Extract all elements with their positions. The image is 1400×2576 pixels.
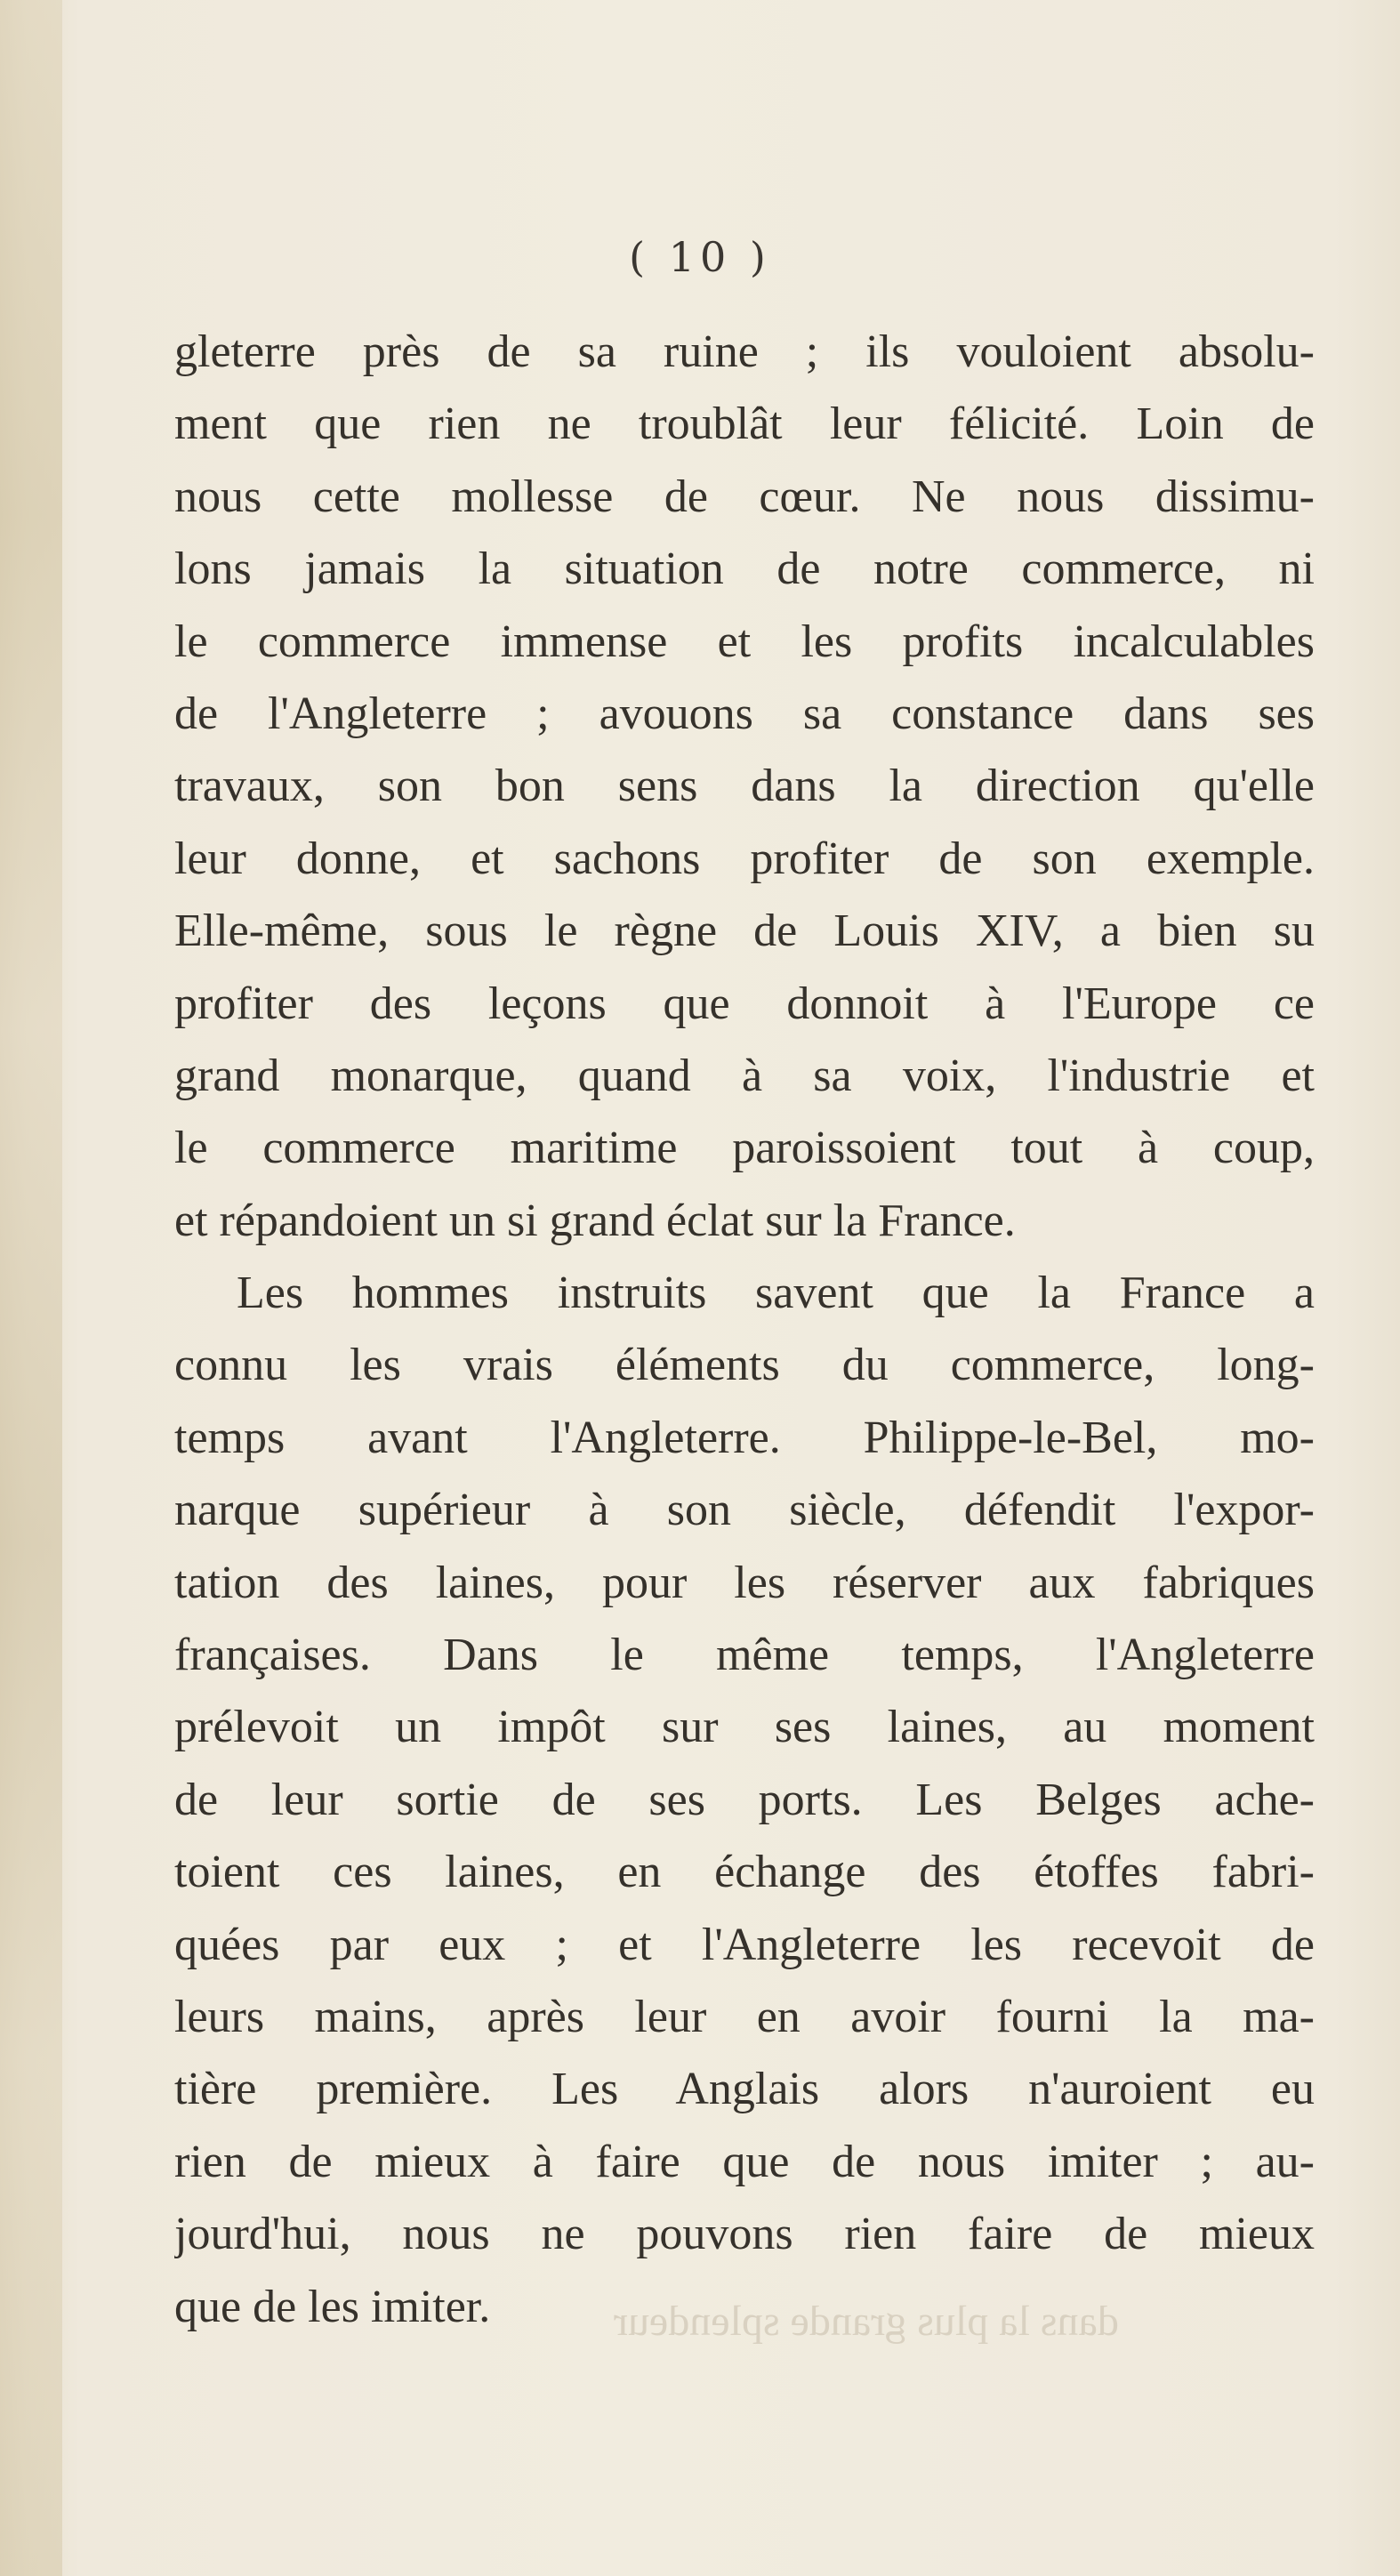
text-line: prélevoit un impôt sur ses laines, au moment [174,1702,1315,1753]
page-gutter-stain [0,0,62,2576]
text-line: le commerce immense et les profits incalculables [174,616,1315,667]
text-line: temps avant l'Angleterre. Philippe-le-Bel, mo- [174,1412,1315,1463]
text-line: toient ces laines, en échange des étoffes fabri- [174,1847,1315,1898]
text-line: tière première. Les Anglais alors n'auroient eu [174,2064,1315,2115]
text-line: jourd'hui, nous ne pouvons rien faire de mieux [174,2209,1315,2260]
text-line: lons jamais la situation de notre commerce, ni [174,543,1315,595]
text-line: gleterre près de sa ruine ; ils vouloient absolu- [174,326,1315,377]
text-line: narque supérieur à son siècle, défendit l'expor- [174,1485,1315,1536]
text-line: ment que rien ne troublât leur félicité. Loin de [174,398,1315,450]
text-line: profiter des leçons que donnoit à l'Europe ce [174,978,1315,1029]
text-line: nous cette mollesse de cœur. Ne nous dissimu- [174,471,1315,522]
text-line: françaises. Dans le même temps, l'Angleterre [174,1630,1315,1681]
text-line: de leur sortie de ses ports. Les Belges ache- [174,1774,1315,1825]
text-line: tation des laines, pour les réserver aux fabriques [174,1557,1315,1608]
text-line: leurs mains, après leur en avoir fourni la ma- [174,1991,1315,2042]
text-line: le commerce maritime paroissoient tout à coup, [174,1123,1315,1174]
body-text [174,316,1315,2343]
bleed-through-text: dans la plus grande splendeur [614,2298,1119,2345]
text-line: rien de mieux à faire que de nous imiter ; au- [174,2136,1315,2187]
text-line: et répandoient un si grand éclat sur la France. [174,1195,1016,1246]
text-line: de l'Angleterre ; avouons sa constance dans ses [174,688,1315,739]
text-line: quées par eux ; et l'Angleterre les recevoit de [174,1919,1315,1970]
text-line: leur donne, et sachons profiter de son exemple. [174,833,1315,884]
page-number: ( 10 ) [629,233,771,281]
text-line: travaux, son bon sens dans la direction qu'elle [174,761,1315,812]
text-line: Elle-même, sous le règne de Louis XIV, a bien su [174,906,1315,957]
text-line: que de les imiter. [174,2281,491,2332]
text-line: Les hommes instruits savent que la France a [237,1268,1315,1319]
text-line: connu les vrais éléments du commerce, long- [174,1340,1315,1391]
text-line: grand monarque, quand à sa voix, l'industrie et [174,1050,1315,1101]
